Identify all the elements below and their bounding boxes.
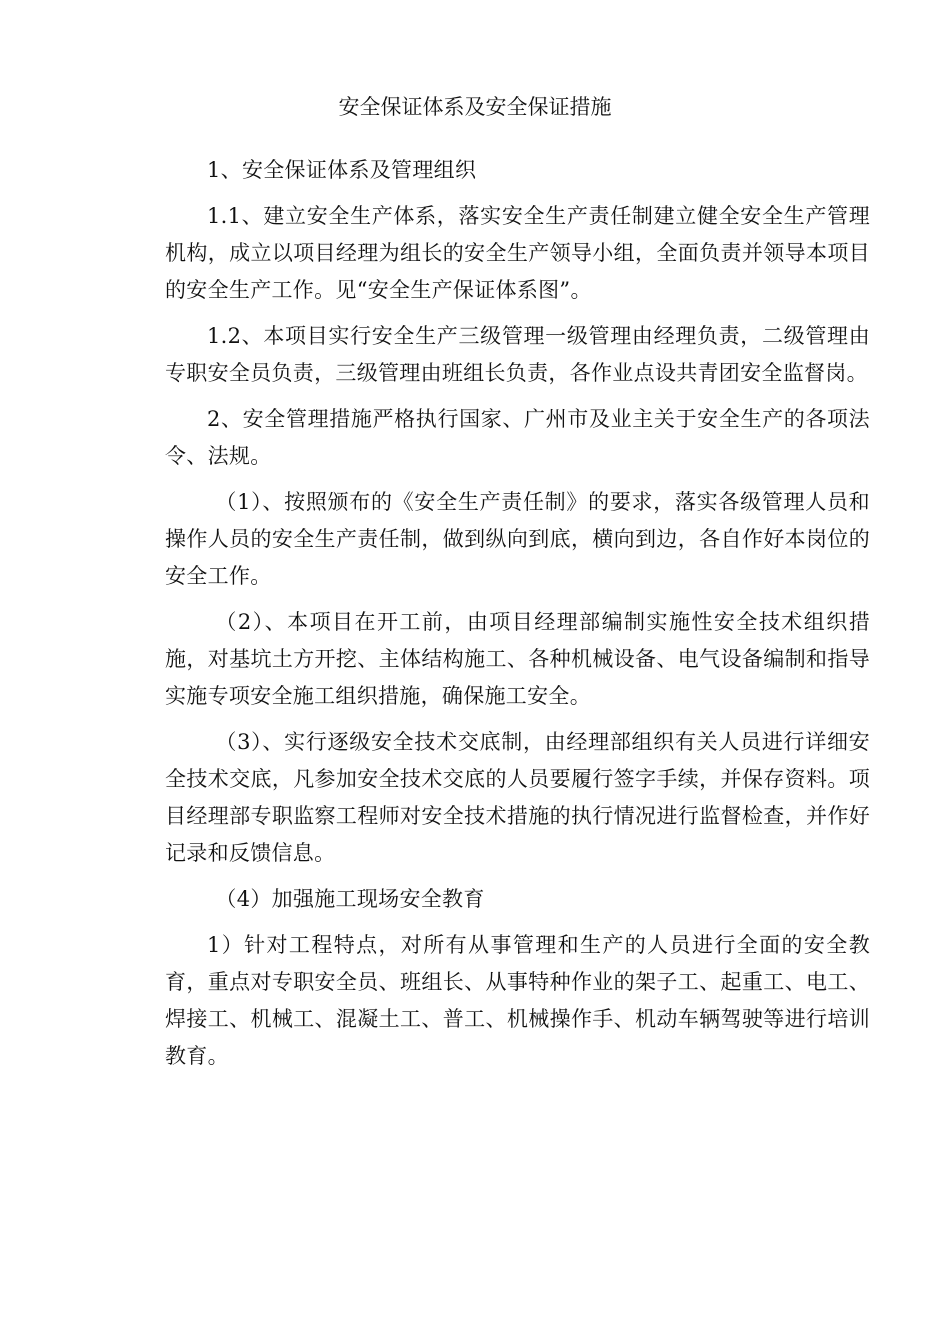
paragraph-subitem-1: 1）针对工程特点，对所有从事管理和生产的人员进行全面的安全教育，重点对专职安全员、班组长、从事特种作业的架子工、起重工、电工、焊接工、机械工、混凝土工、普工、机械操作手、机动车辆驾驶等进行培训教育。	[165, 933, 870, 1068]
paragraph-1-2: 1.2、本项目实行安全生产三级管理一级管理由经理负责，二级管理由专职安全员负责，三级管理由班组长负责，各作业点设共青团安全监督岗。	[165, 324, 870, 385]
paragraph-1-1: 1.1、建立安全生产体系，落实安全生产责任制建立健全安全生产管理机构，成立以项目经理为组长的安全生产领导小组，全面负责并领导本项目的安全生产工作。见“安全生产保证体系图”。	[165, 204, 870, 302]
section-heading-2: 2、安全管理措施严格执行国家、广州市及业主关于安全生产的各项法令、法规。	[165, 407, 870, 468]
paragraph-item-4-heading: （4）加强施工现场安全教育	[215, 887, 485, 911]
section-heading-1: 1、安全保证体系及管理组织	[207, 158, 477, 182]
document-body	[165, 152, 870, 1084]
paragraph-item-1: （1）、按照颁布的《安全生产责任制》的要求，落实各级管理人员和操作人员的安全生产责任制，做到纵向到底，横向到边，各自作好本岗位的安全工作。	[165, 490, 870, 588]
paragraph-item-3: （3）、实行逐级安全技术交底制，由经理部组织有关人员进行详细安全技术交底，凡参加安全技术交底的人员要履行签字手续，并保存资料。项目经理部专职监察工程师对安全技术措施的执行情况进行监督检查，并作好记录和反馈信息。	[165, 730, 870, 865]
document-title: 安全保证体系及安全保证措施	[338, 95, 612, 119]
paragraph-item-2: （2）、本项目在开工前，由项目经理部编制实施性安全技术组织措施，对基坑土方开挖、主体结构施工、各种机械设备、电气设备编制和指导实施专项安全施工组织措施，确保施工安全。	[165, 610, 870, 708]
